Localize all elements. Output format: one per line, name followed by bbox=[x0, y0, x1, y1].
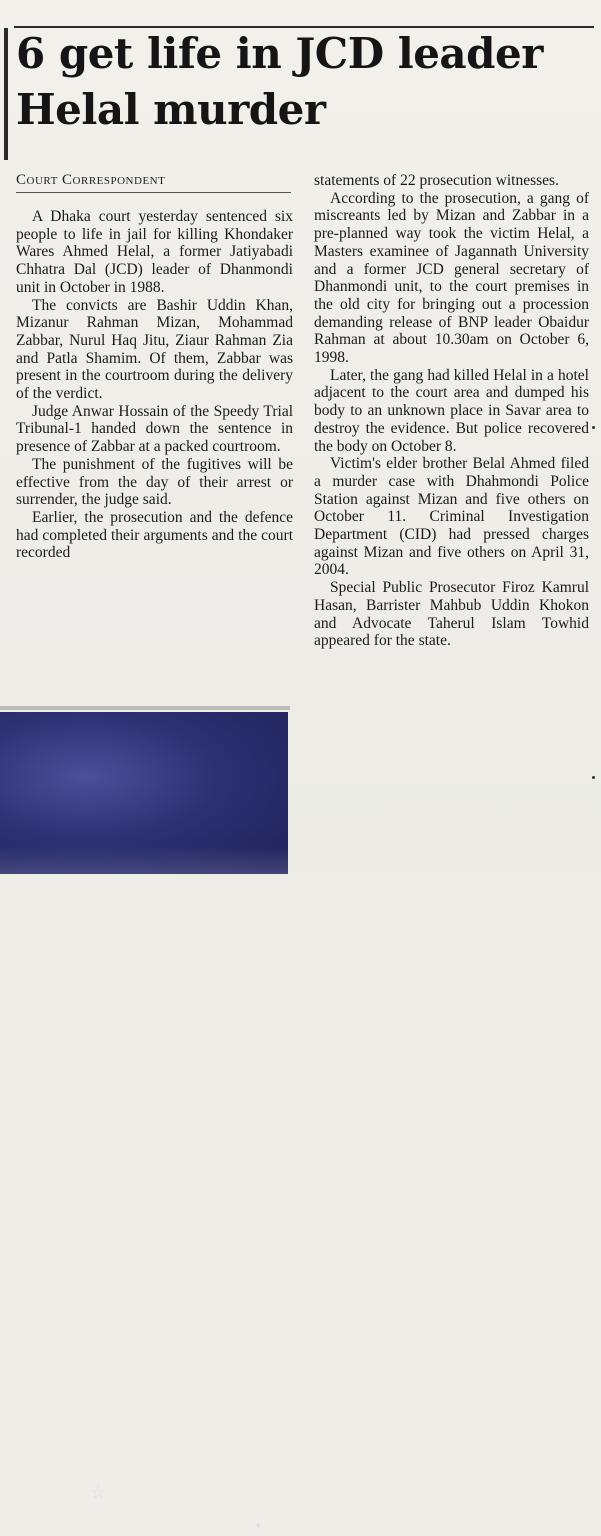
paragraph: According to the prosecution, a gang of miscreants led by Mizan and Zabbar in a pre-planned way took the victim Helal, a Masters examinee of Jagannath University and a former JCD general secretary of Dhanmondi unit, to the court premises in the old city for bringing out a procession demanding release of BNP leader Obaidur Rahman at about 10.30am on October 6, 1998. bbox=[314, 189, 589, 367]
paragraph: Victim's elder brother Belal Ahmed filed a murder case with Dhahmondi Police Station against Mizan and five others on October 11. Criminal Investigation Department (CID) had pressed charges against Mizan and five others on April 31, 2004. bbox=[314, 455, 589, 579]
paragraph: Special Public Prosecutor Firoz Kamrul Hasan, Barrister Mahbub Uddin Khokon and Advocate Taherul Islam Towhid appeared for the state. bbox=[314, 579, 589, 650]
adjacent-photo bbox=[0, 712, 288, 1532]
margin-mark bbox=[592, 426, 595, 429]
paragraph: Later, the gang had killed Helal in a hotel adjacent to the court area and dumped his body to an unknown place in Savar area to destroy the evidence. But police recovered the body on October 8. bbox=[314, 366, 589, 455]
margin-mark bbox=[592, 776, 595, 779]
headline-line-2: Helal murder bbox=[16, 85, 326, 134]
left-rule bbox=[4, 28, 8, 160]
paragraph: Judge Anwar Hossain of the Speedy Trial Tribunal-1 handed down the sentence in presence of Zabbar at a packed courtroom. bbox=[16, 402, 293, 456]
article-left-column bbox=[16, 208, 293, 562]
paragraph: The punishment of the fugitives will be effective from the day of their arrest or surrender, the judge said. bbox=[16, 455, 293, 509]
star-icon: ✦ bbox=[254, 1521, 263, 1532]
paragraph: The convicts are Bashir Uddin Khan, Mizanur Rahman Mizan, Mohammad Zabbar, Nurul Haq Jitu, Ziaur Rahman Zia and Patla Shamim. Of them, Zabbar was present in the courtroom during the delivery of the verdict. bbox=[16, 296, 293, 403]
paragraph: Earlier, the prosecution and the defence had completed their arguments and the court recorded bbox=[16, 508, 293, 562]
paragraph-continuation: statements of 22 prosecution witnesses. bbox=[314, 172, 559, 189]
article-right-column bbox=[314, 172, 589, 650]
byline: Court Correspondent bbox=[16, 172, 166, 188]
headline bbox=[16, 26, 596, 138]
photo-frame bbox=[0, 706, 290, 710]
paragraph: A Dhaka court yesterday sentenced six people to life in jail for killing Khondaker Wares Ahmed Helal, a former Jatiyabadi Chhatra Dal (JCD) leader of Dhanmondi unit in October in 1988. bbox=[16, 208, 293, 296]
star-icon: ☆ bbox=[90, 1482, 107, 1503]
byline-rule bbox=[16, 192, 291, 193]
headline-line-1: 6 get life in JCD leader bbox=[16, 29, 543, 78]
